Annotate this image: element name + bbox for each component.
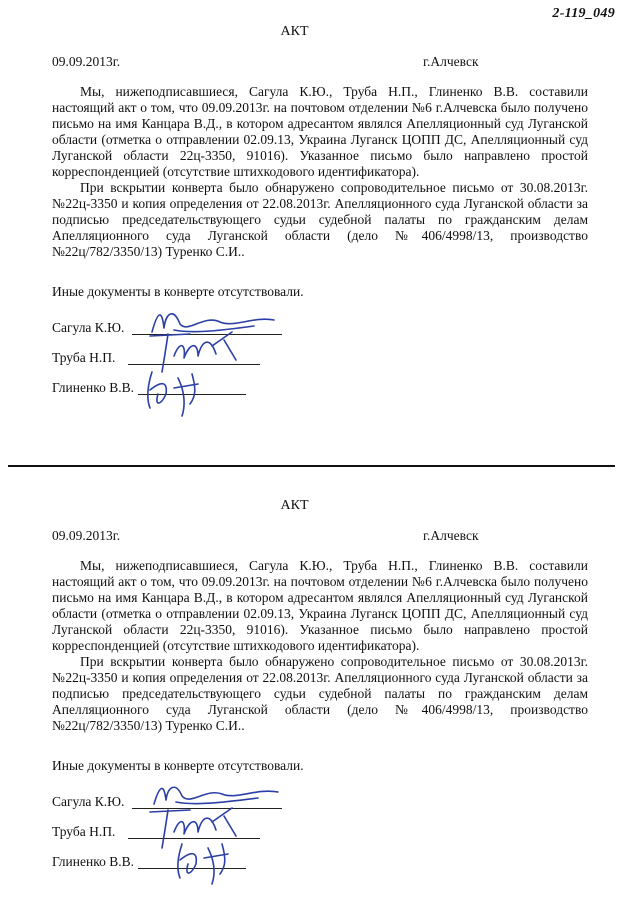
signer-name: Глиненко В.В. — [52, 854, 134, 869]
act-1 — [0, 24, 629, 408]
document-number: 2-119_049 — [552, 6, 615, 21]
act-city: г.Алчевск — [423, 54, 479, 69]
paragraph-receipt: Мы, нижеподписавшиеся, Сагула К.Ю., Труба Н.П., Глиненко В.В. составили настоящий акт о том, что 09.09.2013г. на почтовом отделении №6 г.Алчевска было получено письмо на имя Канцара В.Д., в котором адресантом являлся Апелляционный суд Луганской области (отметка о отправлении 02.09.13, Украина Луганск ЦОПП ДС, Апелляционный суд Луганской области 22ц-3350, 91016). Указанное письмо было направлено простой корреспонденцией (отсутствие штихкодового идентификатора). — [52, 558, 588, 653]
signer-name: Глиненко В.В. — [52, 380, 134, 395]
act-date: 09.09.2013г. — [52, 528, 121, 543]
absent-note: Иные документы в конверте отсутствовали. — [52, 758, 304, 773]
signer-name: Сагула К.Ю. — [52, 794, 125, 809]
act-meta — [0, 54, 629, 74]
act-meta — [0, 528, 629, 548]
signer-name: Сагула К.Ю. — [52, 320, 125, 335]
signer-name: Труба Н.П. — [52, 350, 116, 365]
act-title: АКТ — [280, 24, 309, 39]
paragraph-opening: При вскрытии конверта было обнаружено сопроводительное письмо от 30.08.2013г. №22ц-3350 и копия определения от 22.08.2013г. Апелляционного суда Луганской области за подписью председательствующего судьи судебной палаты по гражданским делам Апелляционного суда Луганской области (дело №406/4998/13, производство №22ц/782/3350/13) Туренко С.И.. — [52, 180, 588, 259]
act-2 — [0, 498, 629, 882]
signer-row — [52, 792, 629, 822]
paragraph-opening: При вскрытии конверта было обнаружено сопроводительное письмо от 30.08.2013г. №22ц-3350 и копия определения от 22.08.2013г. Апелляционного суда Луганской области за подписью председательствующего судьи судебной палаты по гражданским делам Апелляционного суда Луганской области (дело №406/4998/13, производство №22ц/782/3350/13) Туренко С.И.. — [52, 654, 588, 733]
signer-row — [52, 378, 629, 408]
signer-row — [52, 318, 629, 348]
signer-row — [52, 852, 629, 882]
signature-glinenko — [138, 364, 218, 420]
signers-block — [52, 318, 629, 408]
act-title: АКТ — [280, 498, 309, 513]
act-body — [52, 84, 588, 260]
signer-row — [52, 822, 629, 852]
paragraph-receipt: Мы, нижеподписавшиеся, Сагула К.Ю., Труба Н.П., Глиненко В.В. составили настоящий акт о том, что 09.09.2013г. на почтовом отделении №6 г.Алчевска было получено письмо на имя Канцара В.Д., в котором адресантом являлся Апелляционный суд Луганской области (отметка о отправлении 02.09.13, Украина Луганск ЦОПП ДС, Апелляционный суд Луганской области 22ц-3350, 91016). Указанное письмо было направлено простой корреспонденцией (отсутствие штихкодового идентификатора). — [52, 84, 588, 179]
absent-note: Иные документы в конверте отсутствовали. — [52, 284, 304, 299]
signature-glinenko — [168, 836, 248, 886]
act-city: г.Алчевск — [423, 528, 479, 543]
act-body — [52, 558, 588, 734]
act-date: 09.09.2013г. — [52, 54, 121, 69]
section-divider — [8, 465, 615, 467]
signers-block — [52, 792, 629, 882]
signer-name: Труба Н.П. — [52, 824, 116, 839]
